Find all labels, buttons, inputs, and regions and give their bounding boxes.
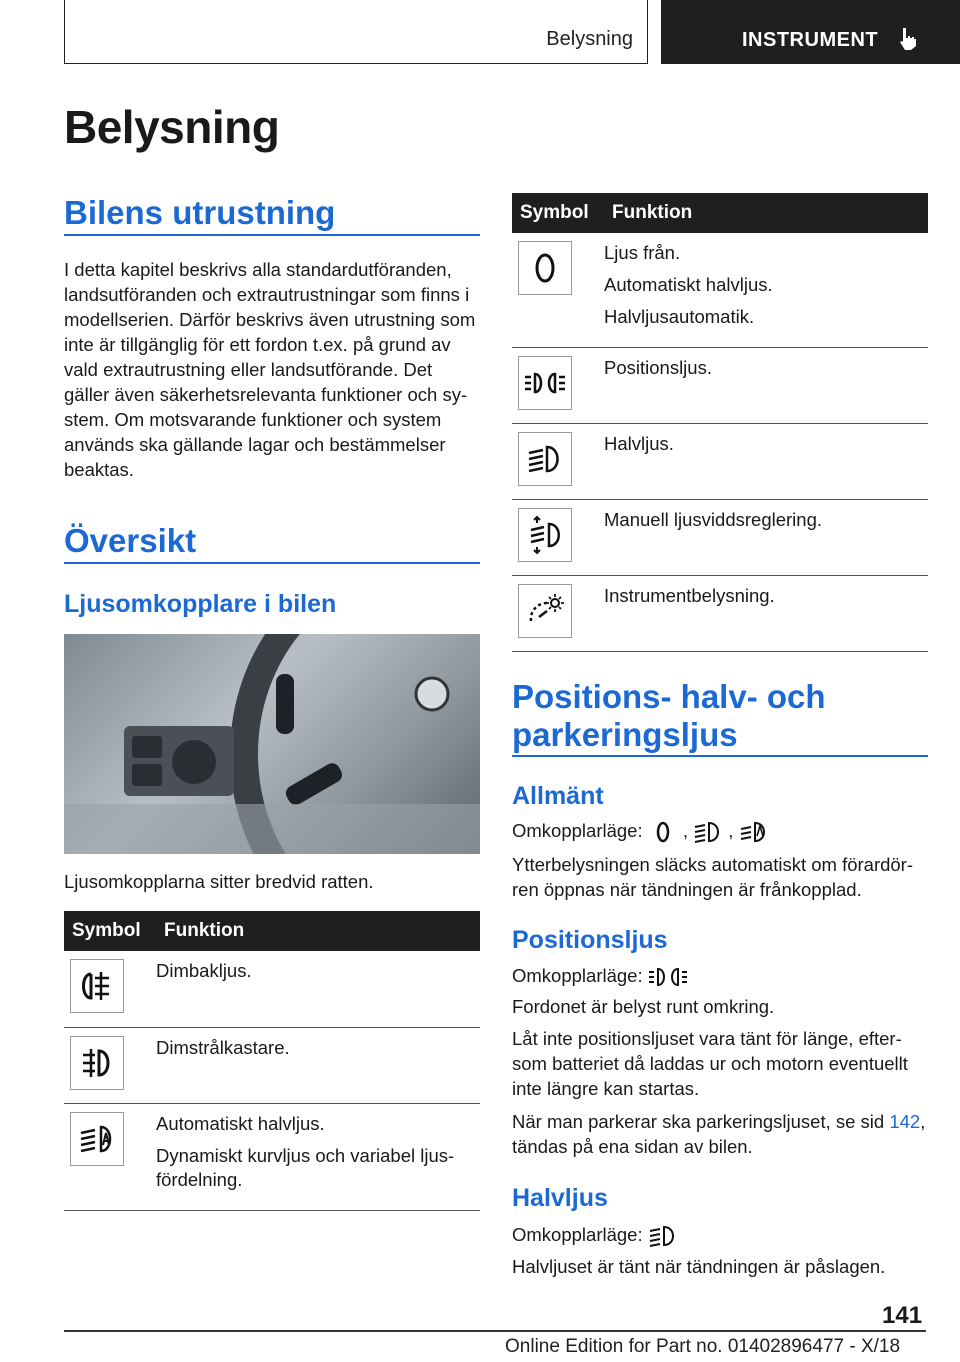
page-reference-link[interactable]: 142 xyxy=(889,1111,921,1132)
page-number: 141 xyxy=(882,1302,923,1329)
table-row xyxy=(512,348,928,424)
function-text: Dimstrålkastare. xyxy=(156,1036,290,1058)
page-title: Belysning xyxy=(64,101,280,153)
position-text-2: Låt inte positionsljuset vara tänt för länge, eftersom batteriet då laddas ur och motorn eventuellt inte längre kan startas. xyxy=(512,1028,908,1099)
overview-heading: Översikt xyxy=(64,522,197,559)
equipment-text: I detta kapitel beskrivs alla standardutföranden, landsutföranden och extrautrustningar som finns i modellserien. Därför beskrivs även utrustning som inte är tillgänglig för ett fordon t.ex. på grund av vald extrautrustning eller landsutförande. Det gäller även säkerhetsrelevanta funktioner och system. Om motsvarande funktioner och system används ska gällande lagar och bestämmelser beaktas. xyxy=(64,259,476,480)
lowbeam-switch-line xyxy=(512,1222,928,1248)
col-function-header: Funktion xyxy=(604,193,928,233)
footer-rule xyxy=(64,1330,926,1332)
separator: , xyxy=(682,820,689,841)
lowbeam-text: Halvljuset är tänt när tändningen är påslagen. xyxy=(512,1256,886,1277)
table-row xyxy=(512,424,928,500)
function-text: Instrumentbelysning. xyxy=(604,585,775,606)
header-chapter-tab xyxy=(661,0,960,64)
front-fog-light-icon xyxy=(77,1045,117,1081)
function-text: Manuell ljusviddsreglering. xyxy=(604,509,822,530)
function-text: Automatiskt halvljus. xyxy=(604,274,773,295)
function-text: Ljus från. xyxy=(604,242,681,263)
switch-label: Omkopplarläge: xyxy=(512,1224,643,1245)
position-switch-line xyxy=(512,963,928,989)
col-function-header: Funktion xyxy=(156,911,480,951)
table-row xyxy=(512,576,928,652)
heading-line: parkeringsljus xyxy=(512,716,738,753)
table-row xyxy=(64,951,480,1027)
header-section-title: Belysning xyxy=(546,28,633,50)
table-row xyxy=(512,500,928,576)
zero-position-icon xyxy=(525,250,565,286)
table-row xyxy=(64,1027,480,1103)
function-text: Dimbakljus. xyxy=(156,960,252,981)
position-lights-heading xyxy=(512,678,826,754)
text-part: När man parkerar ska parkeringsljuset, se sid xyxy=(512,1111,890,1132)
heading-rule xyxy=(512,755,928,757)
heading-line: Positions- halv- och xyxy=(512,678,826,715)
separator: , xyxy=(728,820,734,841)
general-switch-line xyxy=(512,818,928,844)
lowbeam-heading: Halvljus xyxy=(512,1184,608,1212)
instrument-lighting-icon xyxy=(525,591,565,631)
function-text: Halvljus. xyxy=(604,433,674,454)
position-heading: Positionsljus xyxy=(512,926,668,954)
headlight-range-icon xyxy=(525,515,565,555)
general-text: Ytterbelysningen släcks automatiskt om förardörren öppnas när tändningen är frånkopplad. xyxy=(512,854,914,900)
low-beam-icon xyxy=(525,441,565,477)
switch-label: Omkopplarläge: xyxy=(512,965,643,986)
low-beam-icon xyxy=(648,1224,678,1248)
table-row xyxy=(64,1103,480,1210)
position-text-1: Fordonet är belyst runt omkring. xyxy=(512,996,775,1017)
edition-footer: Online Edition for Part no. 01402896477 - X/18 xyxy=(505,1336,901,1357)
rear-fog-light-icon xyxy=(77,968,117,1004)
zero-position-icon xyxy=(648,820,678,844)
auto-low-beam-icon xyxy=(739,820,769,844)
col-symbol-header: Symbol xyxy=(64,911,156,951)
parking-light-icon xyxy=(648,965,688,989)
header-section-box xyxy=(64,0,648,64)
header-chapter-title: INSTRUMENT xyxy=(742,29,879,51)
auto-low-beam-icon xyxy=(77,1121,117,1157)
function-text: Dynamiskt kurvljus och variabel ljusfördelning. xyxy=(156,1144,455,1190)
position-text-3 xyxy=(512,1109,928,1159)
function-text: Halvljusautomatik. xyxy=(604,306,755,327)
col-symbol-header: Symbol xyxy=(512,193,604,233)
function-text: Automatiskt halvljus. xyxy=(156,1112,325,1134)
general-heading: Allmänt xyxy=(512,782,604,810)
switch-label: Omkopplarläge: xyxy=(512,820,643,841)
photo-caption: Ljusomkopplarna sitter bredvid ratten. xyxy=(64,871,374,892)
switch-heading: Ljusomkopplare i bilen xyxy=(64,590,337,618)
text-part: , tändas på ena sidan av bilen. xyxy=(512,1111,926,1157)
light-switch-photo xyxy=(64,634,480,854)
right-symbol-table xyxy=(512,193,928,652)
table-row xyxy=(512,233,928,348)
function-text: Positionsljus. xyxy=(604,357,712,378)
equipment-heading: Bilens utrustning xyxy=(64,194,336,231)
heading-rule xyxy=(64,234,480,236)
heading-rule xyxy=(64,562,480,564)
low-beam-icon xyxy=(693,820,723,844)
touch-hand-icon xyxy=(897,26,919,52)
parking-light-icon xyxy=(523,365,567,401)
left-symbol-table xyxy=(64,911,480,1211)
